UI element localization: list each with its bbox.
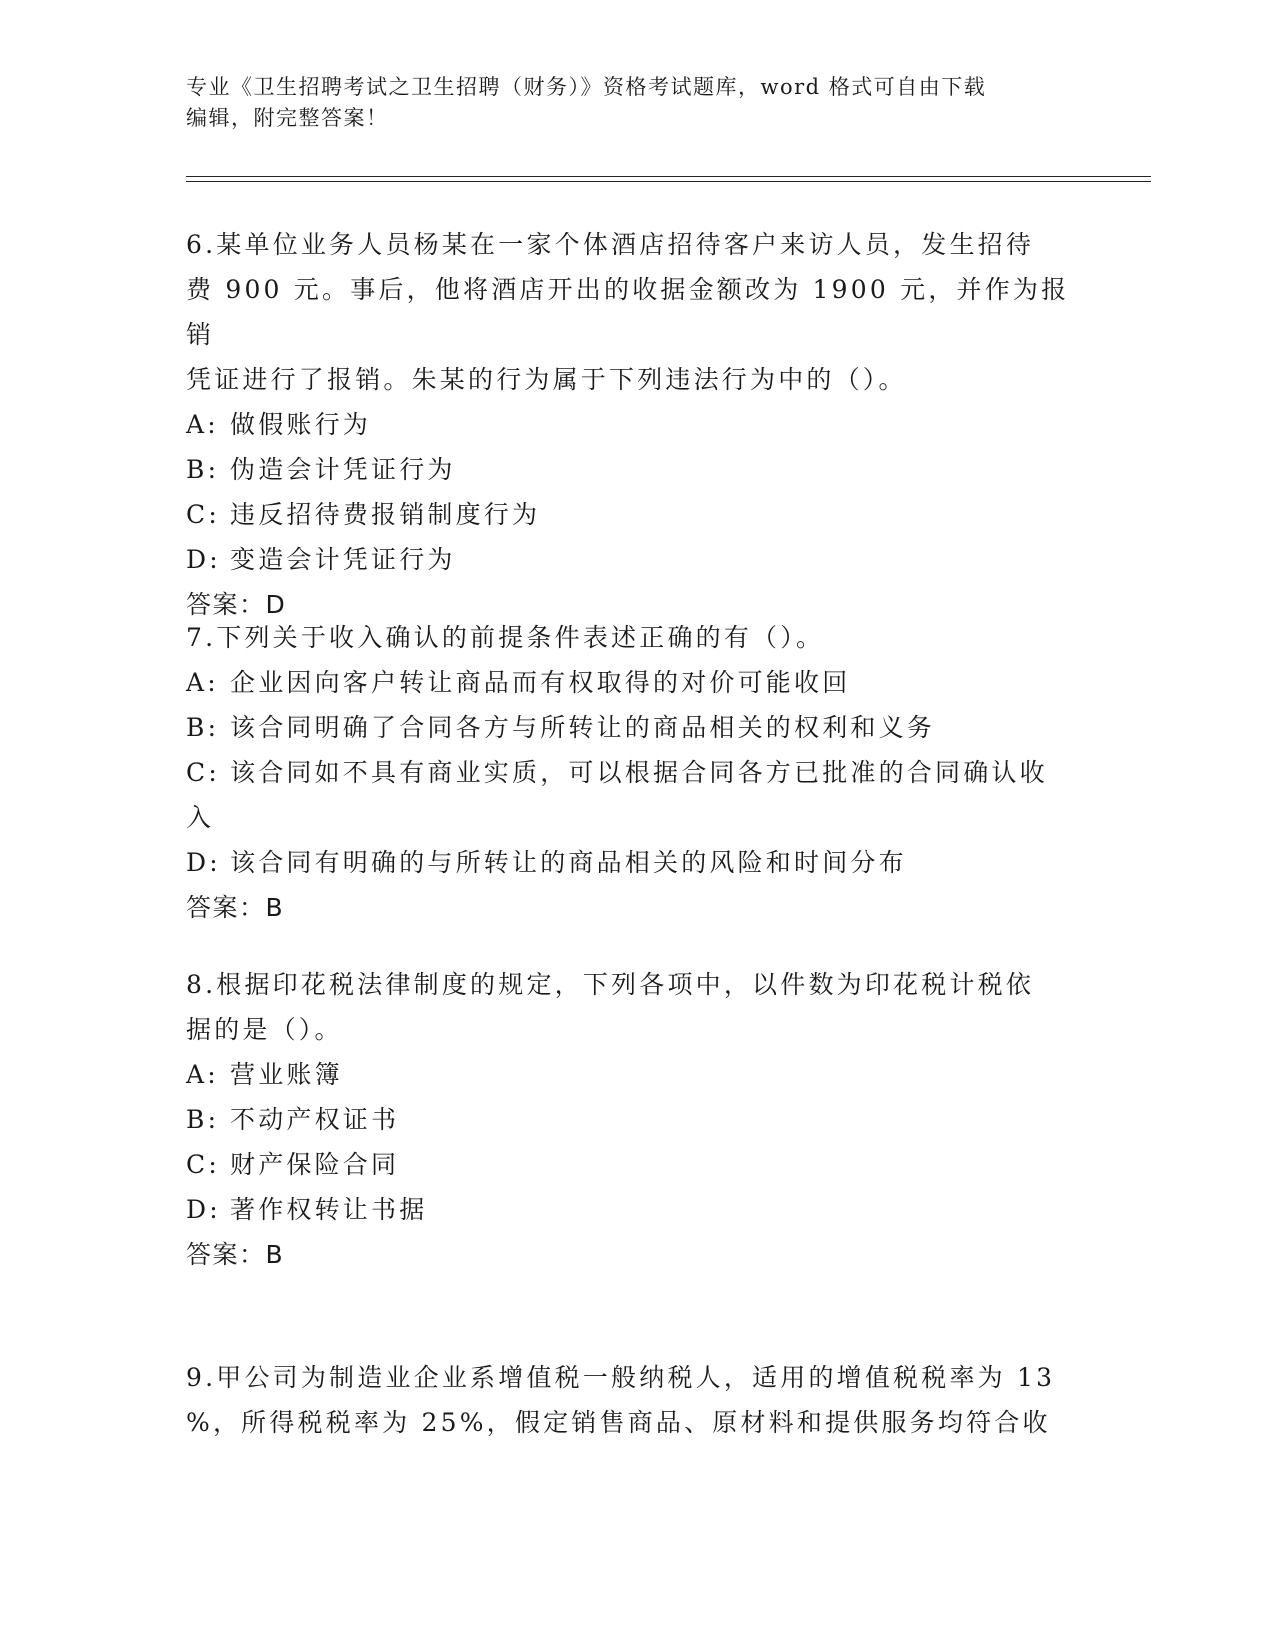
option-d	[186, 840, 1086, 885]
option-letter: B:	[186, 1105, 220, 1134]
option-letter: A:	[186, 668, 219, 697]
option-letter: A:	[186, 410, 219, 439]
option-text: 变造会计凭证行为	[230, 545, 456, 574]
option-c-continuation: 入	[186, 803, 215, 832]
option-letter: C:	[186, 500, 220, 529]
question-stem-line: 7.下列关于收入确认的前提条件表述正确的有（）。	[186, 623, 825, 652]
option-text: 该合同明确了合同各方与所转让的商品相关的权利和义务	[230, 713, 936, 742]
option-c	[186, 750, 1086, 795]
option-text: 该合同如不具有商业实质，可以根据合同各方已批准的合同确认收	[230, 758, 1048, 787]
option-letter: A:	[186, 1060, 219, 1089]
option-text: 营业账簿	[230, 1060, 343, 1089]
option-letter: D:	[186, 1195, 221, 1224]
header-line-2: 编辑，附完整答案！	[186, 106, 389, 130]
question-8	[186, 962, 1086, 1277]
option-a	[186, 660, 1086, 705]
option-letter: C:	[186, 1150, 220, 1179]
option-text: 伪造会计凭证行为	[230, 455, 456, 484]
question-stem-line: 凭证进行了报销。朱某的行为属于下列违法行为中的（）。	[186, 365, 907, 394]
option-text: 做假账行为	[230, 410, 372, 439]
question-stem-line: %，所得税税率为 25%，假定销售商品、原材料和提供服务均符合收	[186, 1408, 1051, 1437]
question-stem-line: 6.某单位业务人员杨某在一家个体酒店招待客户来访人员，发生招待	[186, 230, 1035, 259]
option-b	[186, 705, 1086, 750]
option-letter: C:	[186, 758, 220, 787]
option-text: 财产保险合同	[230, 1150, 400, 1179]
option-a	[186, 402, 1086, 447]
option-text: 违反招待费报销制度行为	[230, 500, 541, 529]
option-c	[186, 492, 1086, 537]
option-c	[186, 1142, 1086, 1187]
option-b	[186, 447, 1086, 492]
answer-line: 答案：B	[186, 1240, 285, 1269]
option-text: 著作权转让书据	[230, 1195, 428, 1224]
question-stem-line: 8.根据印花税法律制度的规定，下列各项中，以件数为印花税计税依	[186, 970, 1035, 999]
question-stem-line: 9.甲公司为制造业企业系增值税一般纳税人，适用的增值税税率为 13	[186, 1363, 1056, 1392]
option-text: 该合同有明确的与所转让的商品相关的风险和时间分布	[230, 848, 907, 877]
option-b	[186, 1097, 1086, 1142]
option-text: 企业因向客户转让商品而有权取得的对价可能收回	[230, 668, 851, 697]
option-letter: D:	[186, 848, 221, 877]
question-stem-line: 费 900 元。事后，他将酒店开出的收据金额改为 1900 元，并作为报销	[186, 275, 1070, 349]
question-stem-line: 据的是（）。	[186, 1015, 343, 1044]
option-letter: D:	[186, 545, 221, 574]
option-d	[186, 537, 1086, 582]
document-header	[186, 72, 1086, 134]
header-divider	[186, 176, 1151, 182]
option-text: 不动产权证书	[230, 1105, 400, 1134]
question-9	[186, 1355, 1086, 1445]
question-7	[186, 615, 1086, 930]
option-letter: B:	[186, 455, 220, 484]
option-a	[186, 1052, 1086, 1097]
option-d	[186, 1187, 1086, 1232]
option-letter: B:	[186, 713, 220, 742]
answer-line: 答案：B	[186, 893, 285, 922]
answer-line: 答案：D	[186, 590, 287, 619]
header-line-1: 专业《卫生招聘考试之卫生招聘（财务）》资格考试题库，word 格式可自由下载	[186, 75, 987, 99]
question-6	[186, 222, 1086, 627]
